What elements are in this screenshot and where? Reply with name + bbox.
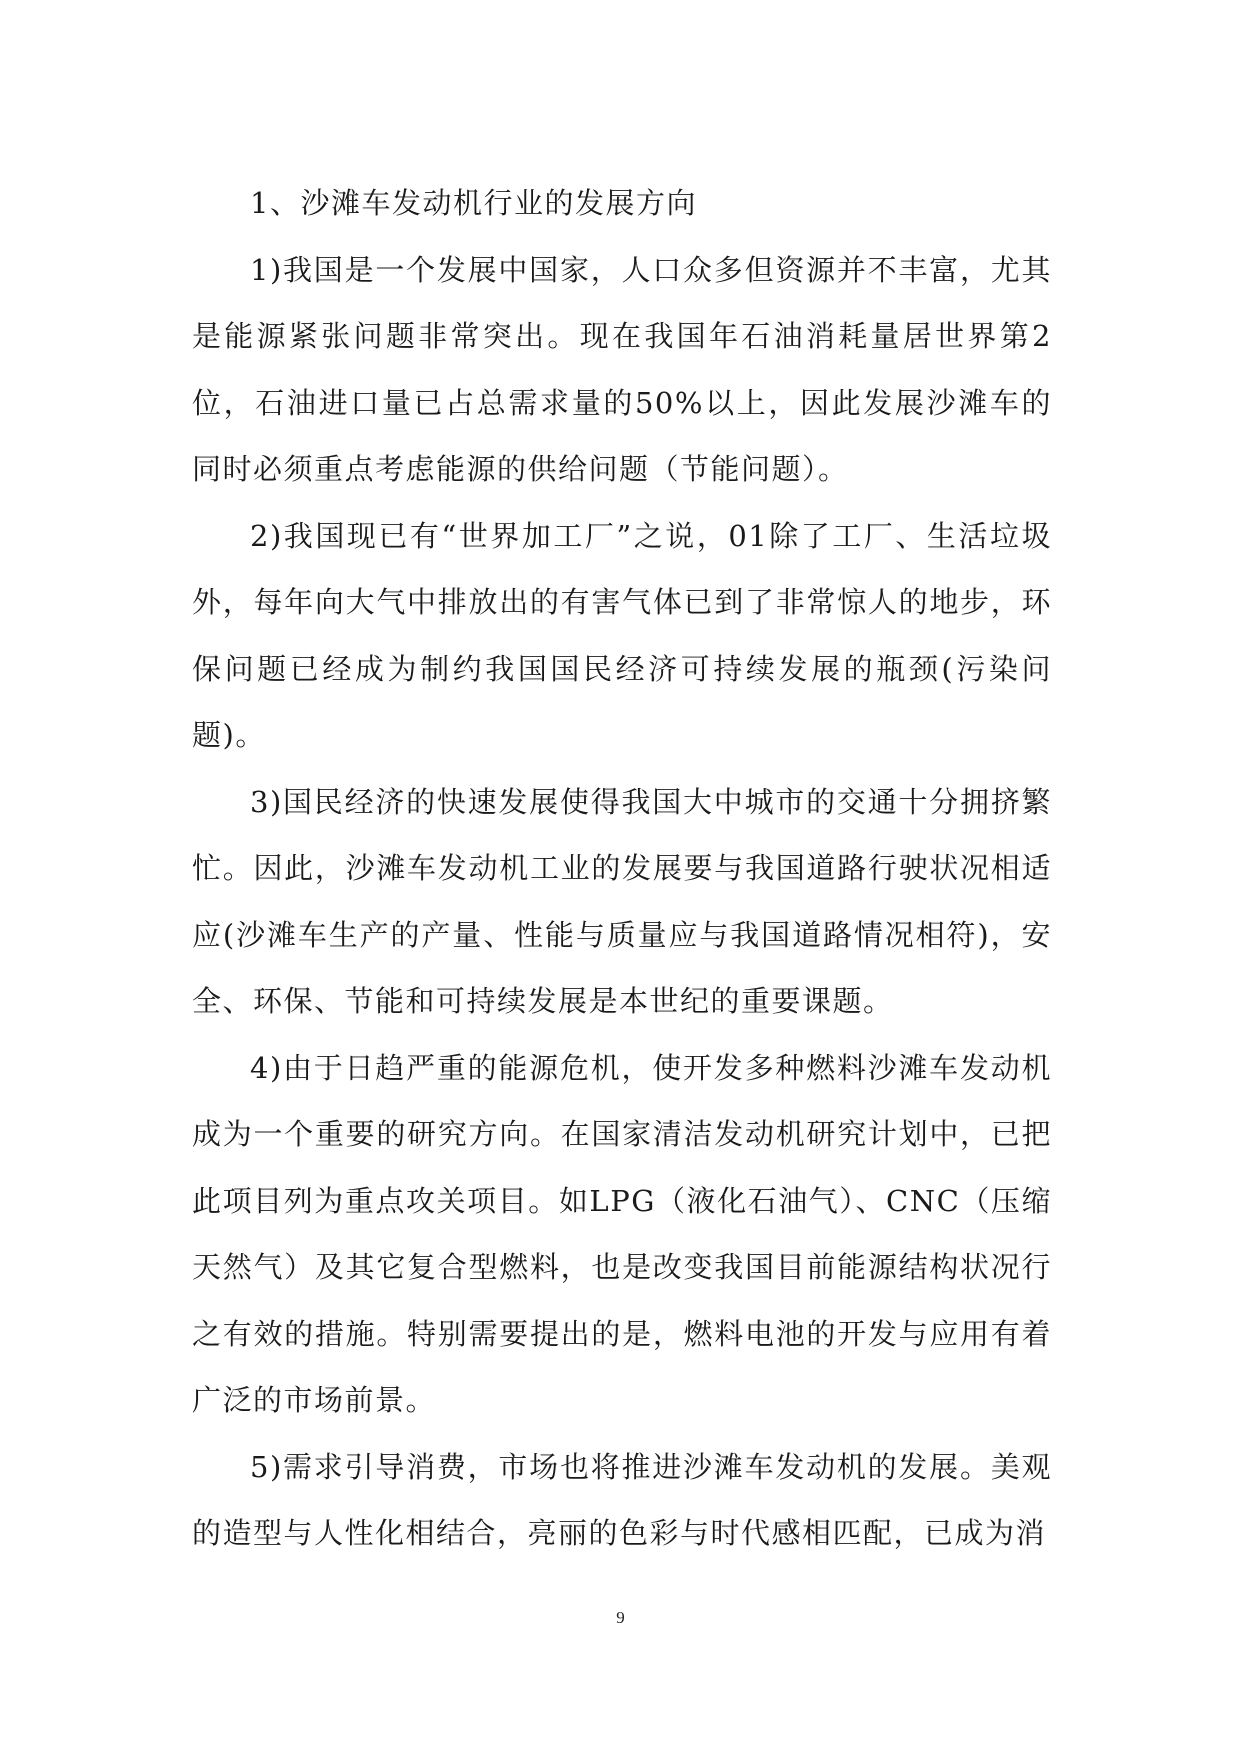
- paragraph-3: 3)国民经济的快速发展使得我国大中城市的交通十分拥挤繁忙。因此，沙滩车发动机工业的发展要与我国道路行驶状况相适应(沙滩车生产的产量、性能与质量应与我国道路情况相符)，安全、环保、节能和可持续发展是本世纪的重要课题。: [192, 784, 1052, 1018]
- paragraph-2: 2)我国现已有“世界加工厂”之说，01除了工厂、生活垃圾外，每年向大气中排放出的有害气体已到了非常惊人的地步，环保问题已经成为制约我国国民经济可持续发展的瓶颈(污染问题)。: [192, 518, 1052, 752]
- paragraph-1: 1)我国是一个发展中国家，人口众多但资源并不丰富，尤其是能源紧张问题非常突出。现在我国年石油消耗量居世界第2位，石油进口量已占总需求量的50%以上，因此发展沙滩车的同时必须重点考虑能源的供给问题（节能问题）。: [192, 252, 1052, 486]
- section-heading: 1、沙滩车发动机行业的发展方向: [250, 186, 697, 220]
- paragraph-4: 4)由于日趋严重的能源危机，使开发多种燃料沙滩车发动机成为一个重要的研究方向。在国家清洁发动机研究计划中，已把此项目列为重点攻关项目。如LPG（液化石油气）、CNC（压缩天然气）及其它复合型燃料，也是改变我国目前能源结构状况行之有效的措施。特别需要提出的是，燃料电池的开发与应用有着广泛的市场前景。: [192, 1050, 1052, 1417]
- paragraph-5: 5)需求引导消费，市场也将推进沙滩车发动机的发展。美观的造型与人性化相结合，亮丽的色彩与时代感相匹配，已成为消: [192, 1449, 1052, 1550]
- page-number: 9: [616, 1608, 625, 1627]
- document-body: [192, 170, 1052, 1567]
